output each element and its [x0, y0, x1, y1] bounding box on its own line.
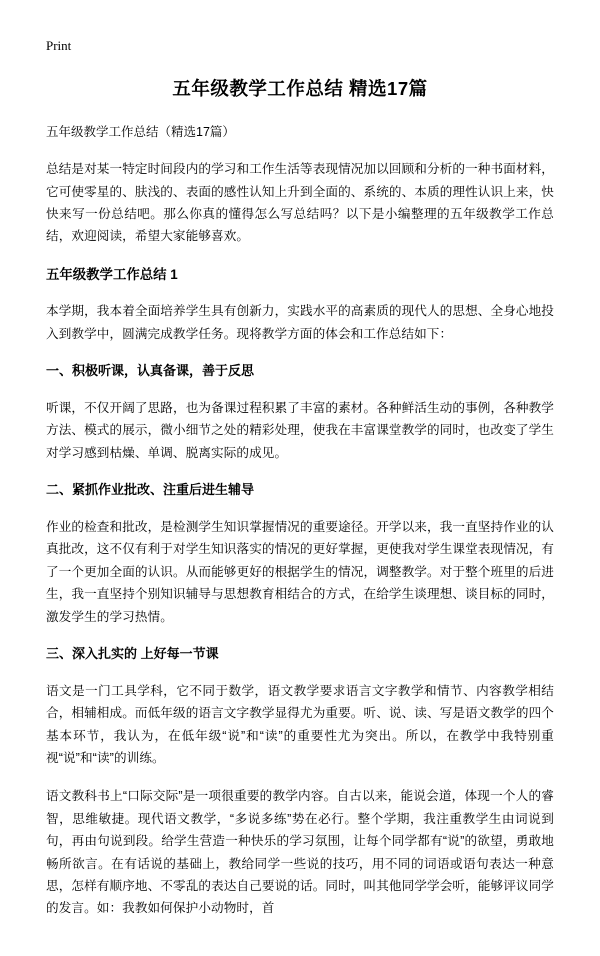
paragraph: 语文是一门工具学科，它不同于数学，语文教学要求语言文字教学和情节、内容教学相结合，相辅相成。而低年级的语言文字教学显得尤为重要。听、说、读、写是语文教学的四个基本环节，我认为，在低年级“说”和“读”的重要性尤为突出。所以，在教学中我特别重视“说”和“读”的训练。 [46, 683, 554, 765]
paragraph: 本学期，我本着全面培养学生具有创新力，实践水平的高素质的现代人的思想、全身心地投入到教学中，圆满完成教学任务。现将教学方面的体会和工作总结如下： [46, 304, 554, 341]
paragraph: 作业的检查和批改，是检测学生知识掌握情况的重要途径。开学以来，我一直坚持作业的认真批改，这不仅有利于对学生知识落实的情况的更好掌握，更使我对学生课堂表现情况，有了一个更加全面的认识。从而能够更好的根据学生的情况，调整教学。对于整个班里的后进生，我一直坚持个别知识辅导与思想教育相结合的方式，在给学生谈理想、谈目标的同时，激发学生的学习热情。 [46, 519, 554, 624]
section-heading: 五年级教学工作总结 1 [46, 266, 178, 282]
page-title: 五年级教学工作总结 精选17篇 [172, 77, 428, 99]
section-subheading: 一、积极听课，认真备课，善于反思 [46, 363, 255, 379]
document-subtitle: 五年级教学工作总结（精选17篇） [46, 125, 235, 140]
section-subheading: 二、紧抓作业批改、注重后进生辅导 [46, 482, 255, 498]
paragraph: 总结是对某一特定时间段内的学习和工作生活等表现情况加以回顾和分析的一种书面材料，它可使零星的、肤浅的、表面的感性认知上升到全面的、系统的、本质的理性认识上来，快快来写一份总结吧。那么你真的懂得怎么写总结吗？以下是小编整理的五年级教学工作总结，欢迎阅读，希望大家能够喜欢。 [46, 162, 554, 244]
print-button[interactable]: Print [46, 38, 72, 53]
document-body [46, 158, 554, 920]
section-subheading: 三、深入扎实的 上好每一节课 [46, 645, 219, 661]
paragraph: 听课，不仅开阔了思路，也为备课过程积累了丰富的素材。各种鲜活生动的事例，各种教学方法、模式的展示，微小细节之处的精彩处理，使我在丰富课堂教学的同时，也改变了学生对学习感到枯燥、单调、脱离实际的成见。 [46, 400, 554, 460]
paragraph: 语文教科书上“口际交际”是一项很重要的教学内容。自古以来，能说会道，体现一个人的睿智，思维敏捷。现代语文教学，“多说多练”势在必行。整个学期，我注重教学生由词说到句，再由句说到段。给学生营造一种快乐的学习氛围，让每个同学都有“说”的欲望，勇敢地畅所欲言。在有话说的基础上，教给同学一些说的技巧，用不同的词语或语句表达一种意思，怎样有顺序地、不零乱的表达自己要说的话。同时，叫其他同学学会听，能够评议同学的发言。如：我教如何保护小动物时，首 [46, 789, 554, 916]
